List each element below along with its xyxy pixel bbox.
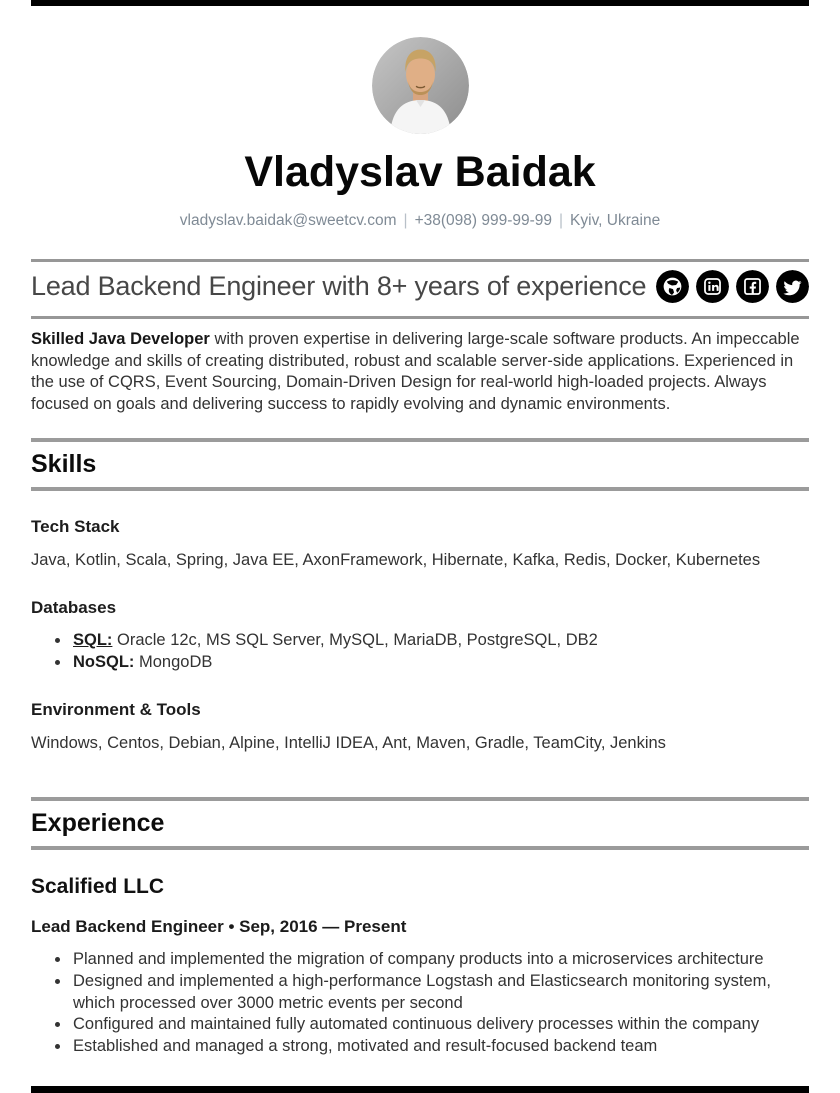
linkedin-icon[interactable] — [696, 270, 729, 303]
globe-icon[interactable] — [656, 270, 689, 303]
candidate-name: Vladyslav Baidak — [244, 148, 596, 196]
list-item — [71, 652, 809, 674]
bottom-accent-bar — [31, 1086, 809, 1093]
environment-tools-list: Windows, Centos, Debian, Alpine, IntelliJ IDEA, Ant, Maven, Gradle, TeamCity, Jenkins — [31, 733, 666, 752]
headline-row — [31, 262, 809, 316]
contact-phone: +38(098) 999-99-99 — [414, 212, 553, 230]
list-item: • Configured and maintained fully automated continuous delivery processes within the company — [71, 1014, 809, 1036]
top-accent-bar — [31, 0, 809, 6]
list-item: • Established and managed a strong, motivated and result-focused backend team — [71, 1036, 809, 1058]
contact-location: Kyiv, Ukraine — [570, 212, 661, 230]
list-item — [71, 630, 809, 652]
cv-header — [31, 0, 809, 230]
summary-rest: with proven expertise in delivering large-scale software products. An impeccable knowledge and skills of creating distributed, robust and scalable server-side applications. Experienced in the use of CQRS, Event Sourcing, Domain-Driven Design for real-world high-loaded projects. Always focused on goals and delivering success to rapidly evolving and dynamic environments. — [31, 330, 800, 413]
role-and-dates: Lead Backend Engineer • Sep, 2016 — Present — [31, 917, 407, 937]
twitter-icon[interactable] — [776, 270, 809, 303]
list-item: • Designed and implemented a high-performance Logstash and Elasticsearch monitoring system, which processed over 3000 metric events per second — [71, 971, 809, 1015]
tech-stack-list: Java, Kotlin, Scala, Spring, Java EE, AxonFramework, Hibernate, Kafka, Redis, Docker, Kubernetes — [31, 551, 761, 570]
skills-section-header — [31, 438, 809, 491]
experience-section-header — [31, 797, 809, 850]
divider — [31, 487, 809, 491]
list-item: • Planned and implemented the migration of company products into a microservices architecture — [71, 949, 809, 971]
experience-bullets — [31, 949, 809, 1058]
sql-label: SQL: — [73, 630, 113, 649]
contact-separator: | — [559, 212, 564, 230]
company-name: Scalified LLC — [31, 875, 165, 899]
avatar — [372, 37, 469, 134]
contact-separator: | — [403, 212, 408, 230]
databases-heading: Databases — [31, 597, 117, 617]
skills-title: Skills — [31, 450, 97, 479]
contact-email: vladyslav.baidak@sweetcv.com — [179, 212, 397, 230]
summary-lead: Skilled Java Developer — [31, 330, 210, 349]
databases-list — [31, 630, 809, 674]
nosql-values: MongoDB — [134, 652, 213, 671]
summary-paragraph — [31, 329, 809, 415]
tech-stack-heading: Tech Stack — [31, 517, 120, 537]
divider — [31, 316, 809, 319]
nosql-label: NoSQL: — [73, 652, 135, 671]
sql-values: Oracle 12c, MS SQL Server, MySQL, MariaDB, PostgreSQL, DB2 — [112, 630, 598, 649]
social-links — [656, 270, 809, 303]
avatar-illustration — [372, 37, 469, 134]
facebook-icon[interactable] — [736, 270, 769, 303]
environment-tools-heading: Environment & Tools — [31, 699, 201, 719]
divider — [31, 846, 809, 850]
experience-title: Experience — [31, 809, 165, 838]
headline-title: Lead Backend Engineer with 8+ years of experience — [31, 271, 647, 302]
contact-line — [31, 212, 809, 230]
